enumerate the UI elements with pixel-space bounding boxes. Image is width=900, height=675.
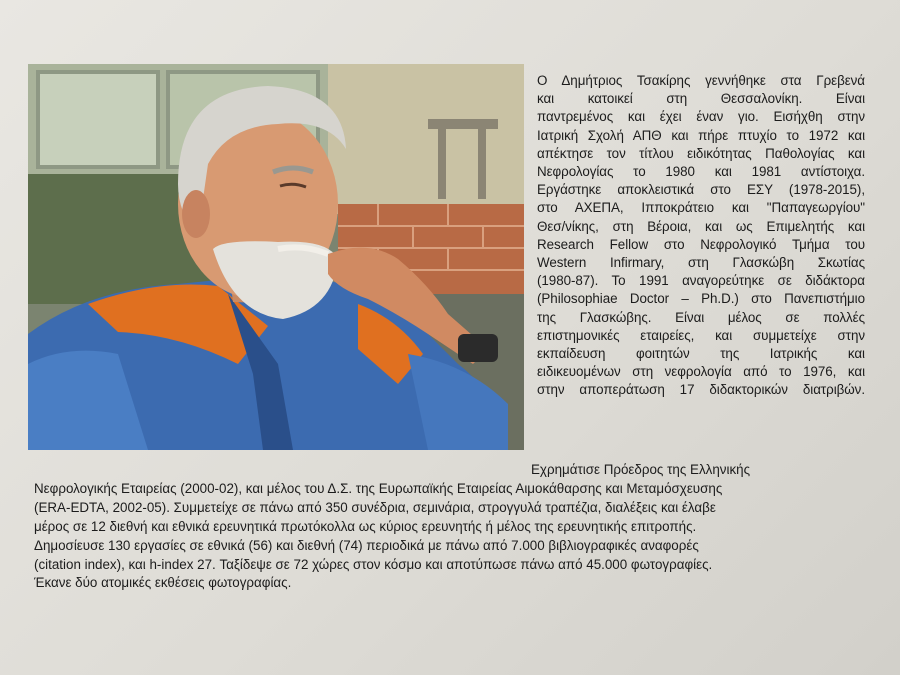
bio-line: εκπαίδευση φοιτητών της Ιατρικής και — [537, 346, 865, 362]
bio-line: Εργάστηκε αποκλειστικά στο ΕΣΥ (1978-2015), — [537, 182, 865, 198]
bio-line: απέκτησε τον τίτλου ειδικότητας Παθολογίας και — [537, 145, 865, 161]
bio-line: Νεφρολογίας το 1980 και 1981 αντίστοιχα. — [537, 164, 865, 180]
portrait-photo — [28, 64, 524, 450]
bio-line: της Γλασκώβης. Είναι μέλος σε πολλές — [537, 309, 865, 325]
bio-line: Νεφρολογικής Εταιρείας (2000-02), και μέλος του Δ.Σ. της Ευρωπαϊκής Εταιρείας Αιμοκάθαρσης και Μεταμόσχευσης — [34, 480, 723, 496]
bio-line: Εχρημάτισε Πρόεδρος της Ελληνικής — [531, 462, 751, 477]
bio-side-text — [537, 72, 865, 400]
bio-line: Έκανε δύο ατομικές εκθέσεις φωτογραφίας. — [34, 575, 292, 591]
bio-line: και κατοικεί στη Θεσσαλονίκη. Είναι — [537, 91, 865, 107]
bio-line: (citation index), και h-index 27. Ταξίδεψε σε 72 χώρες στον κόσμο και αποτύπωσε πάνω από 45.000 φωτογραφίες. — [34, 556, 713, 572]
bio-line: Θεσ/νίκης, στη Βέροια, και ως Επιμελητής και — [537, 218, 865, 234]
bio-line: Δημοσίευσε 130 εργασίες σε εθνικά (56) και διεθνή (74) περιοδικά με πάνω από 7.000 βιβλιογραφικές αναφορές — [34, 537, 699, 553]
bio-line: Research Fellow στο Νεφρολογικό Τμήμα του — [537, 236, 865, 252]
bio-line: επιστημονικές εταιρείες, και συμμετείχε στην — [537, 327, 865, 343]
portrait-photo-icon — [28, 64, 524, 450]
bio-line: (Philosophiae Doctor – Ph.D.) στο Πανεπιστήμιο — [537, 291, 865, 307]
bio-line: (1980-87). Το 1991 αναγορεύτηκε σε διδάκτορα — [537, 273, 865, 289]
bio-line: παντρεμένος και έχει έναν γιο. Εισήχθη στην — [537, 109, 865, 125]
bio-line: στην αποπεράτωση 17 διδακτορικών διατριβών. — [537, 382, 865, 398]
bio-line: Ιατρική Σχολή ΑΠΘ και πήρε πτυχίο το 1972 και — [537, 127, 865, 143]
bio-line: Ο Δημήτριος Τσακίρης γεννήθηκε στα Γρεβενά — [537, 73, 865, 88]
bio-bottom-text — [34, 461, 866, 593]
bio-line: ειδικευομένων στη νεφρολογία από το 1976, και — [537, 364, 865, 380]
bio-line: (ERA-EDTA, 2002-05). Συμμετείχε σε πάνω από 350 συνέδρια, σεμινάρια, στρογγυλά τραπέζια, διαλέξεις και έλαβε — [34, 499, 716, 515]
bio-line: Western Infirmary, στη Γλασκώβη Σκωτίας — [537, 255, 865, 271]
bio-line: στο ΑΧΕΠΑ, Ιπποκράτειο και "Παπαγεωργίου" — [537, 200, 865, 216]
bio-line: μέρος σε 12 διεθνή και εθνικά ερευνητικά πρωτόκολλα ως κύριος ερευνητής ή μέλος της ερευνητικής επιτροπής. — [34, 518, 697, 534]
